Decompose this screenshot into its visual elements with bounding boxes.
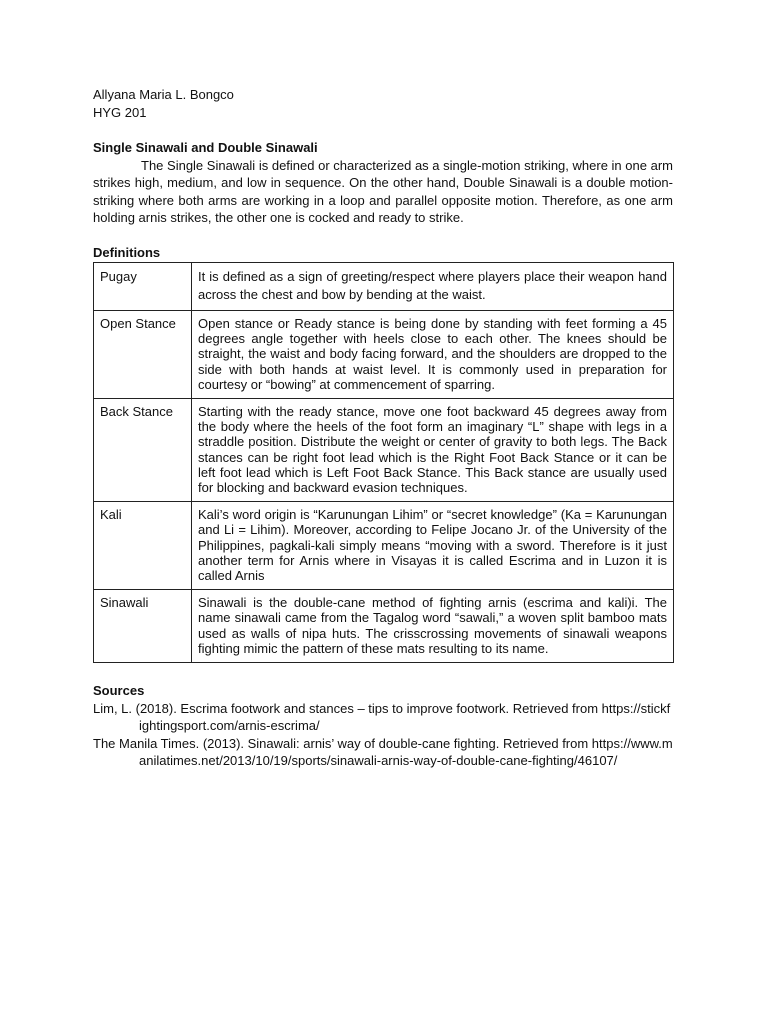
definitions-title: Definitions [93,244,161,260]
definition-cell: It is defined as a sign of greeting/respect where players place their weapon hand across the chest and bow by bending at the waist. [192,263,674,311]
definition-cell: Kali’s word origin is “Karunungan Lihim” or “secret knowledge” (Ka = Karunungan and Li = Lihim). Moreover, according to Felipe Jocano Jr. of the University of the Philippines, pagkali-kali simply means “moving with a sword. Therefore is it just another term for Arnis where in Visayas it is called Escrima and in Luzon it is called Arnis [192,502,674,590]
definitions-table [93,262,674,663]
source-reference: Lim, L. (2018). Escrima footwork and stances – tips to improve footwork. Retrieved from https://stickfightingsport.com/arnis-escrima/ [93,700,671,734]
table-row [94,590,674,663]
table-row [94,263,674,311]
term-cell: Sinawali [94,590,192,663]
section-title: Single Sinawali and Double Sinawali [93,140,318,155]
document-page [93,86,673,770]
course-code: HYG 201 [93,104,147,120]
definition-cell: Starting with the ready stance, move one foot backward 45 degrees away from the body where the heels of the foot form an imaginary “L” shape with legs in a straddle position. Distribute the weight or center of gravity to both legs. The Back stances can be right foot lead which is the Right Foot Back Stance or it can be left foot lead which is Left Foot Back Stance. This Back stance are usually used for blocking and backward evasion techniques. [192,399,674,502]
definition-cell: Open stance or Ready stance is being done by standing with feet forming a 45 degrees angle together with heels close to each other. The knees should be straight, the waist and body facing forward, and the shoulders are dropped to the side with both hands at waist level. It is commonly used in preparation for courtesy or “bowing” at commencement of sparring. [192,311,674,399]
intro-paragraph: The Single Sinawali is defined or characterized as a single-motion striking, where in one arm strikes high, medium, and low in sequence. On the other hand, Double Sinawali is a double motion-striking where both arms are working in a loop and parallel opposite motion. Therefore, as one arm holding arnis strikes, the other one is cocked and ready to strike. [93,157,673,225]
term-cell: Kali [94,502,192,590]
term-cell: Pugay [94,263,192,311]
sources-title: Sources [93,683,145,699]
definition-cell: Sinawali is the double-cane method of fighting arnis (escrima and kali)i. The name sinawali came from the Tagalog word “sawali,” a woven split bamboo mats used as walls of nipa huts. The crisscrossing movements of sinawali weapons fighting mimic the pattern of these mats resulting to its name. [192,590,674,663]
author-name: Allyana Maria L. Bongco [93,87,234,102]
term-cell: Back Stance [94,399,192,502]
table-row [94,399,674,502]
table-row [94,502,674,590]
table-row [94,311,674,399]
source-reference: The Manila Times. (2013). Sinawali: arnis’ way of double-cane fighting. Retrieved from https://www.manilatimes.net/2013/10/19/sports/sinawali-arnis-way-of-double-cane-fighting/46107/ [93,735,673,769]
term-cell: Open Stance [94,311,192,399]
